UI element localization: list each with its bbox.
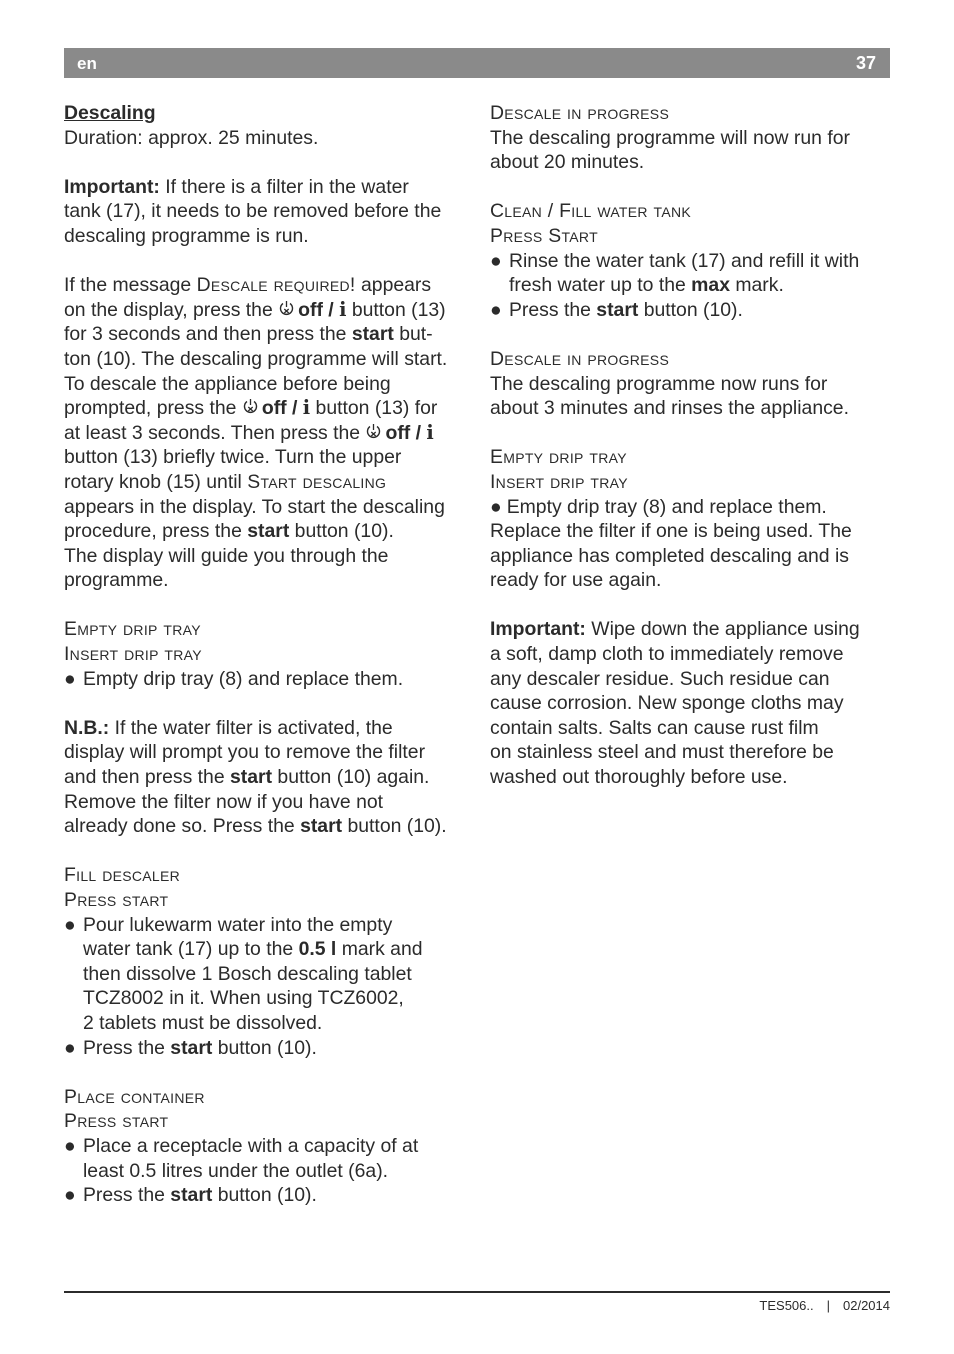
bullet-icon: ● xyxy=(490,495,502,518)
bullet-icon: ● xyxy=(64,1134,76,1157)
list-item: ● Empty drip tray (8) and replace them. xyxy=(490,495,827,518)
list-item: ● Pour lukewarm water into the empty water tank (17) up to the 0.5 l mark and then dissolve 1 Bosch descaling tablet TCZ8002 in it. When using TCZ6002, 2 tablets must be dissolved. xyxy=(64,913,423,1034)
step-descale-in-progress: Descale in progress The descaling programme will now run for about 20 minutes. xyxy=(490,101,895,175)
important-note-2: Important: Wipe down the appliance using a soft, damp cloth to immediately remove any descaler residue. Such residue can cause corrosion. New sponge cloths may contain salts. Salts can cause rust film on stainless steel and must therefore be washed out thoroughly before use. xyxy=(490,618,860,789)
bullet-icon: ● xyxy=(490,249,502,272)
page-footer xyxy=(759,1298,890,1313)
language-label: en xyxy=(77,54,97,73)
list-item: ● Press the start button (10). xyxy=(64,1036,317,1059)
bullet-icon: ● xyxy=(64,913,76,936)
display-message: Insert drip tray xyxy=(64,643,202,666)
display-message: Descale in progress xyxy=(490,347,670,370)
list-item: ● Rinse the water tank (17) and refill it with fresh water up to the max mark. xyxy=(490,249,860,297)
power-off-icon xyxy=(365,422,382,439)
bullet-icon: ● xyxy=(64,667,76,690)
power-off-icon xyxy=(278,299,295,316)
bullet-icon: ● xyxy=(64,1036,76,1059)
bullet-icon: ● xyxy=(490,298,502,321)
page-header xyxy=(64,48,890,78)
list-item: ● Press the start button (10). xyxy=(64,1184,317,1207)
step-clean-fill-water-tank xyxy=(490,199,895,322)
step-place-container xyxy=(64,1085,469,1208)
section-title: Descaling xyxy=(64,102,156,124)
page-number: 37 xyxy=(855,53,876,73)
display-message: Empty drip tray xyxy=(64,618,201,641)
step-empty-drip-tray xyxy=(64,617,469,691)
list-item: ● Press the start button (10). xyxy=(490,298,743,321)
info-icon: i xyxy=(339,297,347,321)
display-message: Descale required! xyxy=(196,274,356,297)
display-message: Start descaling xyxy=(247,470,387,493)
list-item: ● Empty drip tray (8) and replace them. xyxy=(64,667,404,690)
step-fill-descaler xyxy=(64,863,469,1060)
message-paragraph: If the message Descale required! appears on the display, press the off / i button (13) for 3 seconds and then press the start but- ton (10). The descaling programme will start. To descale the appliance before being prompted, press the off / i button (13) for at least 3 seconds. Then press the off / i button (13) briefly twice. Turn the upper rotary knob (15) until Start descaling appears in the display. To start the descaling procedure, press the start button (10). The display will guide you through the programme. xyxy=(64,274,448,592)
important-note: Important: If there is a filter in the water xyxy=(64,175,409,198)
display-message: Clean / Fill water tank xyxy=(490,200,692,223)
display-message: Press start xyxy=(64,889,169,911)
info-icon: i xyxy=(302,396,311,420)
power-off-icon xyxy=(242,397,259,414)
display-message: Fill descaler xyxy=(64,864,181,887)
model-number: TES506.. xyxy=(759,1298,814,1313)
footer-separator: | xyxy=(826,1298,830,1313)
right-column xyxy=(490,101,895,790)
step-empty-drip-tray-final: Empty drip tray Insert drip tray ● Empty drip tray (8) and replace them. Replace the filter if one is being used. The appliance has completed descaling and is ready for use again. xyxy=(490,445,895,593)
publication-date: 02/2014 xyxy=(843,1298,890,1313)
left-column: Descaling Duration: approx. 25 minutes. Important: If there is a filter in the water tank (17), it needs to be removed before the descaling programme is run. If the message Descale required! appears on the display, press the off / i button (13) for 3 seconds and then press the start but- ton (10). The descaling programme will start. To descale the appliance before being prompted, press the off / i button (13) for at least 3 seconds. Then press the off / i button (13) briefly twice. Turn the upper rotary knob (15) until Start descaling appears in the display. To start the descaling procedure, press the start button (10). The display will guide you through the programme. Empty drip tray Insert drip tray ● Empty drip tray (8) and replace them. N.B.: If the water filter is activated, the display will prompt you to remove the filter and then press the start button (10) again. Remove the filter now if you have not already done so. Press the start button (10). Fill descaler Press start ● Pour lukewarm water into the empty water tank (17) up to the 0.5 l mark and then dissolve 1 Bosch descaling tablet TCZ8002 in it. When using TCZ6002, 2 tablets must be dissolved. ● Press the start button (10). Place container Press start ● Place a receptacle with a capacity of at least 0.5 litres under the outlet (6a). ● Press the start button (10). xyxy=(64,101,469,1208)
display-message: Press start xyxy=(64,1110,169,1133)
nb-note: N.B.: If the water filter is activated, the display will prompt you to remove the filter and then press the start button (10) again. Remove the filter now if you have not already done so. Press the start button (10). xyxy=(64,716,447,838)
bullet-icon: ● xyxy=(64,1184,76,1207)
display-message: Insert drip tray xyxy=(490,470,628,493)
info-icon: i xyxy=(426,420,434,444)
display-message: Empty drip tray xyxy=(490,446,627,469)
footer-divider xyxy=(64,1291,890,1293)
duration-text: Duration: approx. 25 minutes. xyxy=(64,126,319,149)
list-item: ● Place a receptacle with a capacity of at least 0.5 litres under the outlet (6a). xyxy=(64,1134,419,1182)
step-descale-in-progress-2: Descale in progress The descaling programme now runs for about 3 minutes and rinses the appliance. xyxy=(490,347,895,421)
display-message: Descale in progress xyxy=(490,102,670,124)
display-message: Place container xyxy=(64,1085,205,1108)
display-message: Press Start xyxy=(490,224,598,247)
